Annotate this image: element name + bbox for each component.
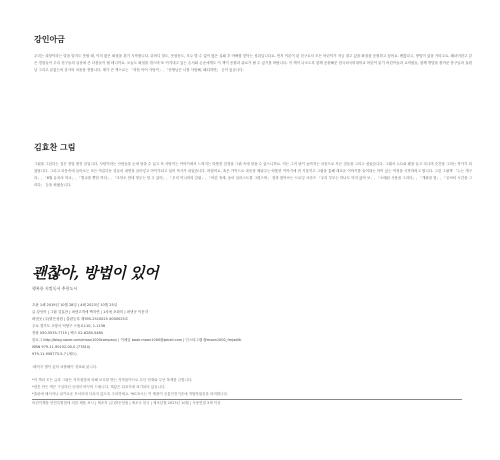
safety-footer: 어린이제품 안전특별법에 의한 제품 표시 | 제조자 (주)밝은성원 | 제조국 한국 | 제조년월 2023년 10월 | 사용연령 3세 이상 (32, 401, 221, 405)
legal-note: *이 책의 모든 글과 그림은 저작권법에 의해 보호를 받는 저작물이므로 무단 전재와 무단 복제를 금합니다. (32, 378, 193, 382)
web-line: 블로그 http://blog.naver.com/moon1000company | 이메일 book.moon1000@gmail.com | 인스타그램 @moon1000_fmjadlik (32, 338, 242, 342)
author-bio: 우리는 희망이라는 말을 말지도 못할 때, 이미 많은 좌절을 겪기 시작합니다. 뒤어디 말도, 못참음도, 모두 별 수 없이 많은 실패 후 아빠를 맞닥는 성취입니다요. 먼저 이론이 된 친구로서 모든 어린이가 자금 겪고 있을 좌절을 응원하고 싶어요. 괜찮다고, 방법이 있을 거라고요. 쾌녀어한고 같은 경험들이 우리 친구들의 일상에 큰 다짐들이 될 테니까요. 오늘도 좌절을 겪으며 또 이겨내고 있는 손서와 손준에게도 이 책이 응원과 위로가 될 수 있기를 바랍니다. 이 책이 나오도록 함께 응원해준 한국외국어대학교 어린이 읽기 어린이들과 교직원들, 함께 방법을 찾아준 봉구님과 효원님 그리고 끝없는의 감사의 마음을 전합니다. 제가 큰 책으로는 「착한 아이 사탕이」, 「선생님은 너를 사랑해, 패티하면」 등이 있습니다. (34, 54, 472, 72)
legal-note: *잘못 만든 책은 구입하신 곳에서 바꾸어 드립니다. 책값은 뒤표지에 표기되어 있습니다. (32, 385, 166, 389)
colophon (32, 302, 472, 407)
illustrator-name: 김효찬 그림 (34, 143, 76, 152)
edition-line: 초판 1쇄 2019년 10월 28일 | 4쇄 2023년 10월 25일 (32, 303, 118, 307)
book-title-logo: 괜찮아, 방법이 있어 (32, 264, 159, 282)
author-name: 강인아금 (34, 35, 65, 44)
recommendation-illustrator (34, 142, 472, 189)
legal-note: *출판에 배서자나 날카로운 모서리에 다치지 않도록 주의하세요. *KC표시는 이 제품이 공통인전기준에 적합하였음을 의미합니다. (32, 392, 229, 396)
recommendation-author (34, 34, 472, 74)
phone-line: 전화 050-5535-7715 | 팩스 02-6280-5480 (32, 331, 103, 335)
price-note: ·페덕지 행이 있어 쇠팔해이 정표와 잃니다. (32, 365, 98, 369)
illustrator-bio: 그림을 그린다는 것은 정말 멋진 일입니다. 사람이라는 사람들을 눈에 담을 수 있고 또 사람이는 이야기에서 느껴지는 따뜻한 감정을 그림 속에 담을 수 있으니까요. 저는 그저 날이 높아지는 마음으로 모든 것들을 그리고 싶었습니다. 그래서 노트와 펜을 들고 다니며 순간을 그리는 작가가 되었답니다. 그리고 마음속에 들어오는 모든 아름다운 것들의 내면을 끌어넣고 아이가되고 싶어 작가가 되었습니다. 어렸어요, 혹은 가이드로 마음을 채워주는 따뜻한 이야기에 귀 기울이고 그림을 통해 새로운 이야기를 들어내는 아이 있는 여정을 시작하려고 합니다. 그린 그림책 「누는 개구리」, 「8월 유육의 학교」, 「별교를 쫓한 하다」, 「초딩도 만대 멍우는 맘 수 있어」, 「우리 이니어의 갈림」, 「어린 정세, 둥마 일러스트를 그렸으며」 잠과 찾아쓰는 드로잉 시리즈 「우리 부모는 하나도 먹지 않아 보」, 「오래된 사용을 그리다」, 「개화된 함」, 「공씨의 시간을 그리다」 등을 펴냈습니다. (34, 162, 472, 187)
series-label: 행복한 지킴독서 추천도서 (32, 286, 78, 291)
address-line: 주소 경기도 고양시 덕양구 으뜸로110, 1-1236 (32, 324, 106, 328)
publisher-line: 펴낸곳 (주)밝은성원 | 출판등록 제395-2510025 X000025호 (32, 317, 129, 321)
isbn-line: ISBN 979-11-90152-00-0 (77810) (32, 345, 91, 349)
isbn-set-line: 979-11-956773-5-7 (세트) (32, 352, 77, 356)
credits-line: 글 강인아 | 그림 김효찬 | 펴낸고객에 백지연 | 1차에 포화미 | 펴낸곳 이문각 (32, 310, 149, 314)
book-logo (32, 262, 158, 292)
